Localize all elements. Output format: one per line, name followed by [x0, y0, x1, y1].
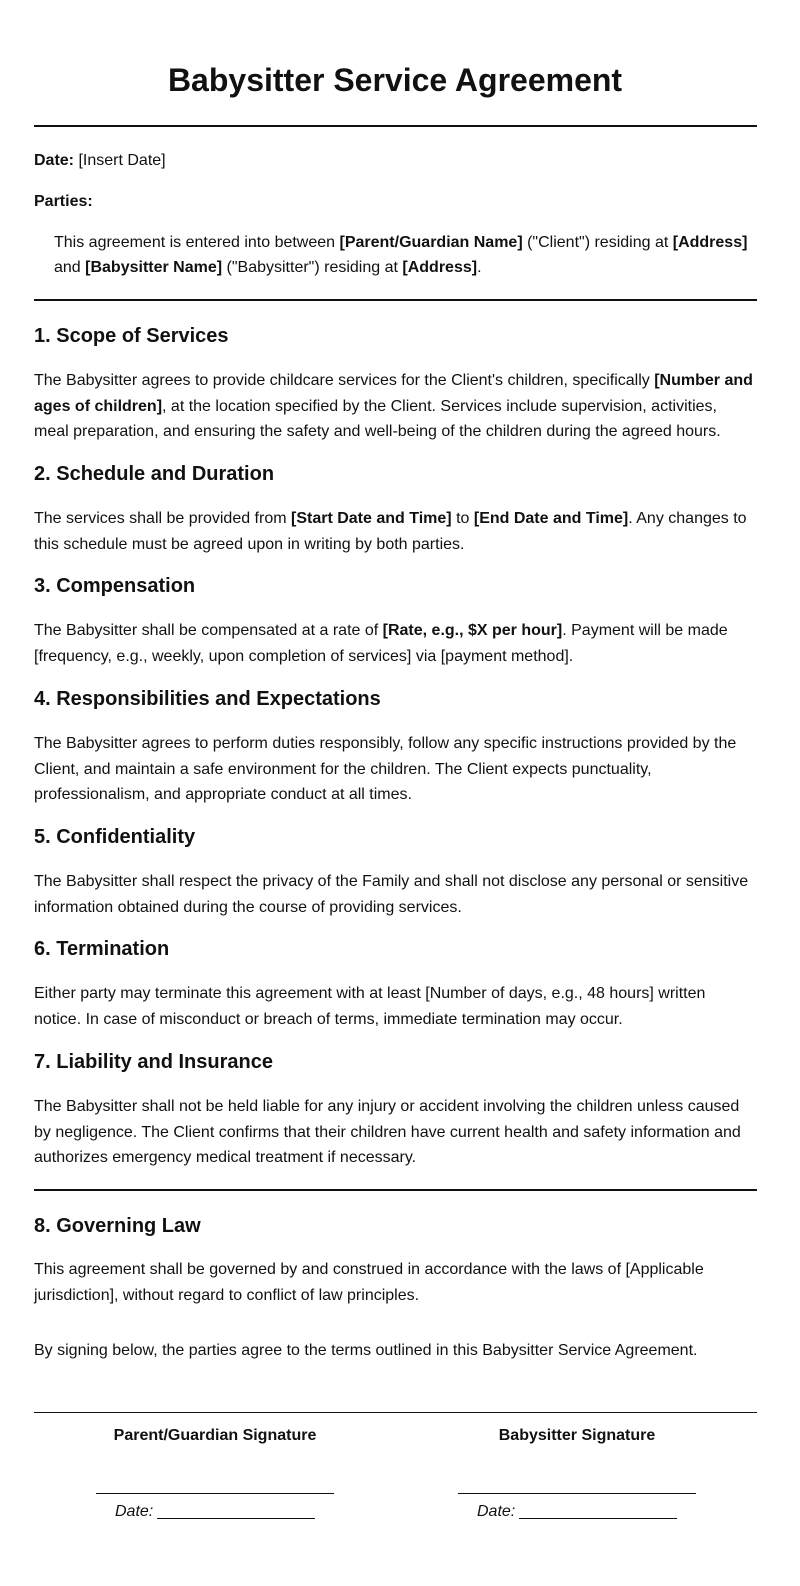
date-label: Date: — [34, 152, 75, 169]
section-4-heading: 4. Responsibilities and Expectations — [34, 688, 381, 710]
babysitter-date-blank — [519, 1502, 677, 1519]
signature-divider — [34, 1412, 757, 1413]
section-6-heading: 6. Termination — [34, 938, 170, 960]
parent-date-field: Date: — [115, 1501, 315, 1523]
section-2-heading: 2. Schedule and Duration — [34, 463, 275, 485]
section-7-text: The Babysitter shall not be held liable for any injury or accident involving the children unless caused by negligence. The Client confirms that their children have current health and safety information and authorizes emergency medical treatment if necessary. — [34, 1098, 741, 1166]
section-5-heading: 5. Confidentiality — [34, 826, 196, 848]
parent-signature-line — [96, 1493, 334, 1494]
section-8-heading: 8. Governing Law — [34, 1215, 201, 1237]
babysitter-signature-line — [458, 1493, 696, 1494]
section-5-text: The Babysitter shall respect the privacy of the Family and shall not disclose any personal or sensitive information obtained during the course of providing services. — [34, 873, 749, 916]
parties-line-2: and [Babysitter Name] ("Babysitter") residing at [Address]. — [54, 259, 482, 276]
parties-line-1: This agreement is entered into between [Parent/Guardian Name] ("Client") residing at [Address] — [54, 234, 748, 251]
parties-divider — [34, 299, 757, 301]
title-divider — [34, 125, 757, 127]
date-line — [34, 148, 764, 173]
date-value: [Insert Date] — [78, 152, 166, 169]
babysitter-signature-label: Babysitter Signature — [498, 1427, 656, 1444]
section-4-text: The Babysitter agrees to perform duties responsibly, follow any specific instructions provided by the Client, and maintain a safe environment for the children. The Client expects punctuality, professionalism, and appropriate conduct at all times. — [34, 735, 737, 803]
parties-heading: Parties: — [34, 193, 93, 210]
parent-signature-label: Parent/Guardian Signature — [113, 1427, 317, 1444]
section-2-text: The services shall be provided from [Start Date and Time] to [End Date and Time]. Any changes to this schedule must be agreed upon in writing by both parties. — [34, 510, 747, 553]
closing-statement: By signing below, the parties agree to the terms outlined in this Babysitter Service Agreement. — [34, 1342, 698, 1359]
section-8-text: This agreement shall be governed by and construed in accordance with the laws of [Applicable jurisdiction], without regard to conflict of law principles. — [34, 1261, 704, 1304]
section-1-heading: 1. Scope of Services — [34, 325, 229, 347]
parent-date-blank — [157, 1502, 315, 1519]
section-divider — [34, 1189, 757, 1191]
section-3-heading: 3. Compensation — [34, 575, 196, 597]
document-title: Babysitter Service Agreement — [167, 62, 623, 98]
section-3-text: The Babysitter shall be compensated at a rate of [Rate, e.g., $X per hour]. Payment will be made [frequency, e.g., weekly, upon completion of services] via [payment method]. — [34, 622, 728, 665]
babysitter-date-field: Date: — [477, 1501, 677, 1523]
section-6-text: Either party may terminate this agreement with at least [Number of days, e.g., 48 hours] written notice. In case of misconduct or breach of terms, immediate termination may occur. — [34, 985, 706, 1028]
section-1-text: The Babysitter agrees to provide childcare services for the Client's children, specifically [Number and ages of children], at the location specified by the Client. Services include supervision, activities, meal preparation, and ensuring the safety and well-being of the children during the agreed hours. — [34, 372, 753, 440]
section-7-heading: 7. Liability and Insurance — [34, 1051, 273, 1073]
